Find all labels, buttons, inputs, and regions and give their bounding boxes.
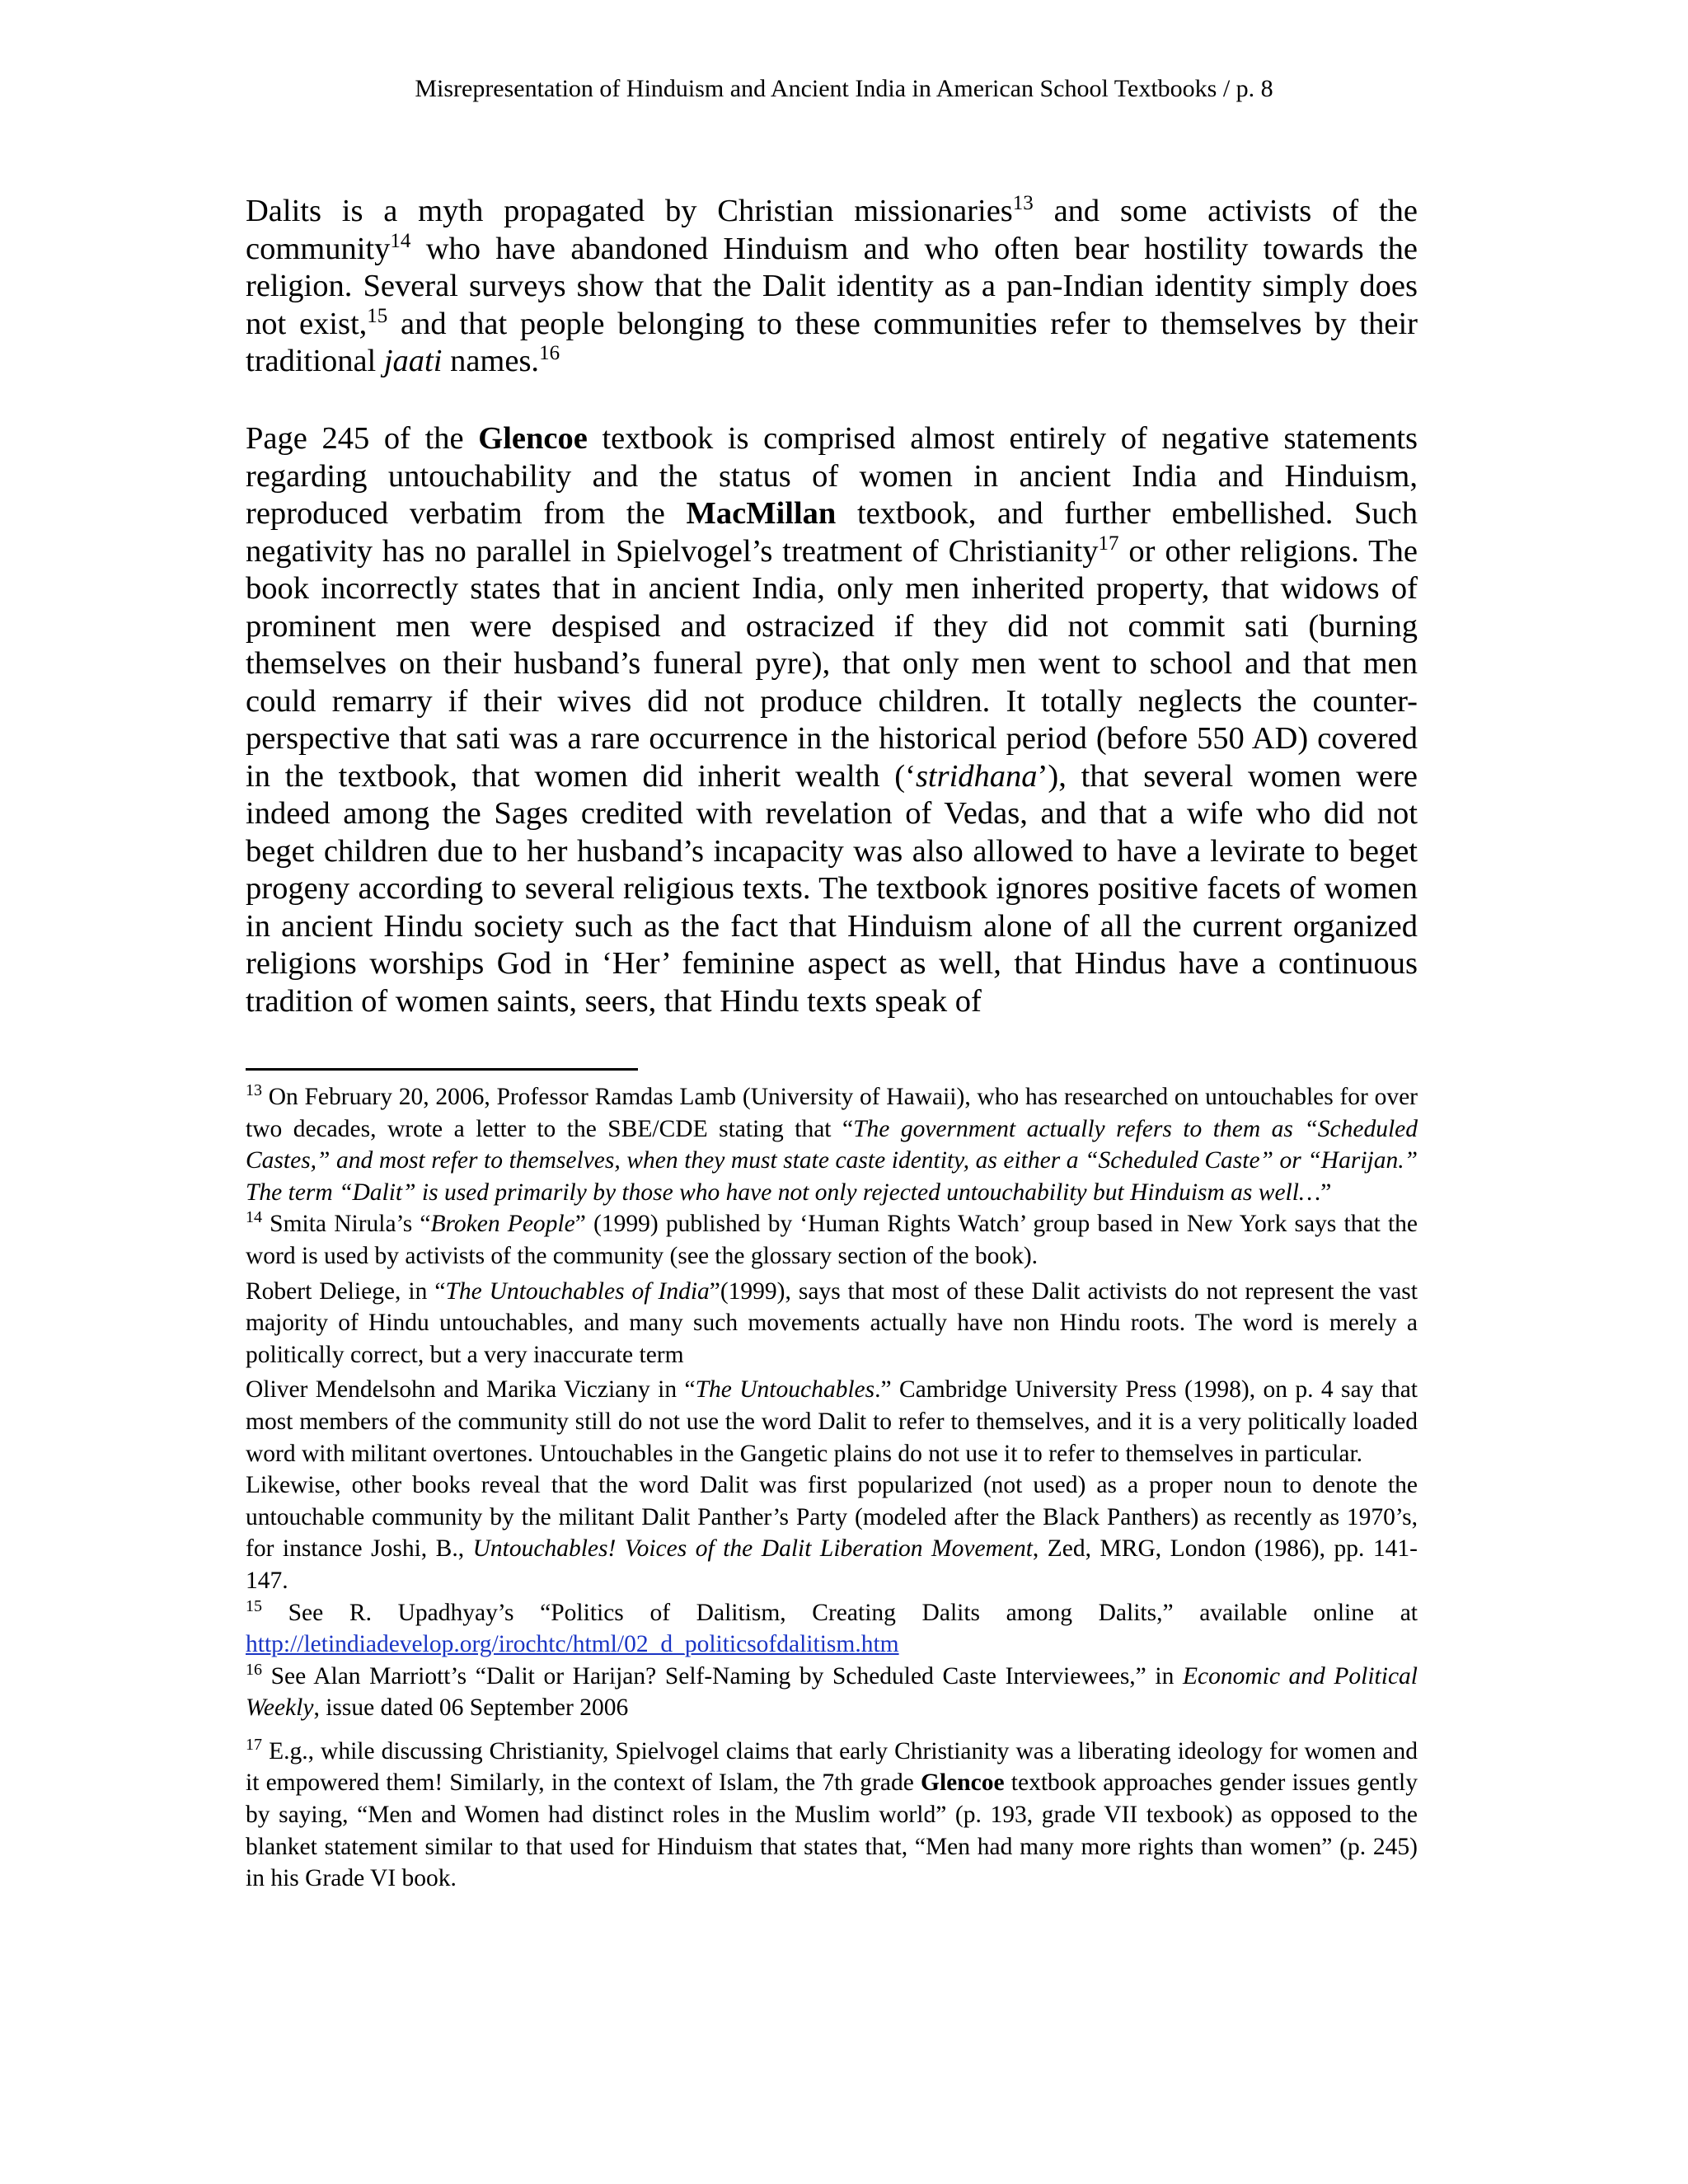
footnote-text: ” — [1320, 1179, 1332, 1206]
book-title: Untouchables! Voices of the Dalit Liberation Movement — [472, 1535, 1033, 1563]
running-header: Misrepresentation of Hinduism and Ancient India in American School Textbooks / p. 8 — [415, 75, 1273, 102]
text-run: who have abandoned Hinduism and who often bear hostility towards the religion. Several surveys show that the Dalit identity as a pan-Indian identity simply does not exist, — [246, 231, 1418, 341]
footnote-text: ” (1999) published by ‘Human Rights Watch’ group based in New York says that the word is used by activists of the community (see the glossary section of the book). — [246, 1211, 1418, 1269]
body-paragraph-2 — [246, 420, 1418, 1020]
footnotes-section — [246, 1081, 1418, 1895]
text-run: Page 245 of the — [246, 421, 479, 456]
footnote-ref-13[interactable]: 13 — [1012, 192, 1034, 214]
footnote-15 — [246, 1597, 1418, 1661]
footnote-separator — [246, 1068, 638, 1071]
bold-term-glencoe: Glencoe — [921, 1769, 1005, 1797]
text-run: textbook is comprised almost entirely of negative statements regarding untouchability and the status of women in ancient India and Hinduism, reproduced verbatim from the — [246, 421, 1418, 531]
book-title: The Untouchables of India — [445, 1277, 710, 1305]
footnote-text: E.g., while discussing Christianity, Spielvogel claims that early Christianity was a liberating ideology for women and it empowered them! Similarly, in the context of Islam, the 7th grade — [246, 1737, 1418, 1797]
text-run: and some activists of the community — [246, 194, 1418, 266]
footnote-text: Smita Nirula’s “ — [262, 1211, 431, 1238]
footnote-number: 13 — [246, 1081, 262, 1099]
footnote-text: Likewise, other books reveal that the word Dalit was first popularized (not used) as a proper noun to denote the untouchable community by the militant Dalit Panther’s Party (modeled after the Black Panthers) as recently as 1970’s, for instance Joshi, B., — [246, 1472, 1418, 1563]
book-title: Broken People — [430, 1211, 575, 1238]
journal-title: Economic and Political Weekly — [246, 1662, 1418, 1722]
footnote-text: Oliver Mendelsohn and Marika Vicziany in “ — [246, 1376, 696, 1404]
text-run: Dalits is a myth propagated by Christian missionaries — [246, 194, 1013, 228]
footnote-text: Robert Deliege, in “ — [246, 1277, 446, 1305]
footnote-number: 16 — [246, 1660, 262, 1679]
text-run: or other religions. The book incorrectly states that in ancient India, only men inherited property, that widows of prominent men were despised and ostracized if they did not commit sati (burning themselves on their husband’s funeral pyre), that only men went to school and that men could remarry if their wives did not produce children. It totally neglects the counter-perspective that sati was a rare occurrence in the historical period (before 550 AD) covered in the textbook, that women did inherit wealth (‘ — [246, 533, 1418, 794]
footnote-text: .” Cambridge University Press (1998), on p. 4 say that most members of the community still do not use the word Dalit to refer to themselves, and it is a very politically loaded word with militant overtones. Untouchables in the Gangetic plains do not use it to refer to themselves in particular. — [246, 1376, 1418, 1467]
footnote-14-likewise — [246, 1469, 1418, 1596]
italic-term-stridhana: stridhana — [915, 758, 1038, 794]
footnote-text: On February 20, 2006, Professor Ramdas Lamb (University of Hawaii), who has researched on untouchables for over two decades, wrote a letter to the SBE/CDE stating that “ — [246, 1084, 1418, 1142]
text-run: names. — [442, 344, 540, 378]
bold-term-macmillan: MacMillan — [686, 496, 837, 531]
footnote-ref-15[interactable]: 15 — [367, 304, 388, 327]
upadhyay-article-link[interactable]: http://letindiadevelop.org/irochtc/html/02_d_politicsofdalitism.htm — [246, 1631, 899, 1658]
footnote-quote: The government actually refers to them as “Scheduled Castes,” and most refer to themselves, when they must state caste identity, as either a “Scheduled Caste” or “Harijan.” The term “Dalit” is used primarily by those who have not only rejected untouchability but Hinduism as well… — [246, 1115, 1418, 1206]
footnote-number: 15 — [246, 1596, 262, 1615]
footnote-14-deliege — [246, 1276, 1418, 1371]
book-title: The Untouchables — [695, 1376, 875, 1404]
footnote-13 — [246, 1081, 1418, 1208]
footnote-14-mendelsohn — [246, 1374, 1418, 1469]
footnote-text: See Alan Marriott’s “Dalit or Harijan? Self-Naming by Scheduled Caste Interviewees,” in — [262, 1662, 1183, 1690]
footnote-17 — [246, 1736, 1418, 1895]
footnote-text: , Zed, MRG, London (1986), pp. 141-147. — [246, 1535, 1418, 1594]
footnote-text: textbook approaches gender issues gently by saying, “Men and Women had distinct roles in the Muslim world” (p. 193, grade VII texbook) as opposed to the blanket statement similar to that used for Hinduism that states that, “Men had many more rights than women” (p. 245) in his Grade VI book. — [246, 1769, 1418, 1892]
footnote-16 — [246, 1661, 1418, 1724]
text-run: and that people belonging to these communities refer to themselves by their traditional — [246, 306, 1418, 378]
footnote-14 — [246, 1208, 1418, 1272]
footnote-number: 17 — [246, 1735, 262, 1754]
footnote-text: See R. Upadhyay’s “Politics of Dalitism, Creating Dalits among Dalits,” available online at — [262, 1599, 1418, 1626]
footnote-ref-14[interactable]: 14 — [390, 229, 411, 252]
footnote-number: 14 — [246, 1208, 262, 1227]
footnote-ref-17[interactable]: 17 — [1098, 532, 1119, 555]
footnote-ref-16[interactable]: 16 — [539, 342, 560, 364]
body-paragraph-1 — [246, 193, 1418, 381]
bold-term-glencoe: Glencoe — [478, 421, 588, 456]
footnote-text: ”(1999), says that most of these Dalit activists do not represent the vast majority of Hindu untouchables, and many such movements actually have non Hindu roots. The word is merely a politically correct, but a very inaccurate term — [246, 1277, 1418, 1368]
text-run: ’), that several women were indeed among the Sages credited with revelation of Vedas, and that a wife who did not beget children due to her husband’s incapacity was also allowed to have a levirate to beget progeny according to several religious texts. The textbook ignores positive facets of women in ancient Hindu society such as the fact that Hinduism alone of all the current organized religions worships God in ‘Her’ feminine aspect as well, that Hindus have a continuous tradition of women saints, seers, that Hindu texts speak of — [246, 758, 1418, 1019]
italic-term-jaati: jaati — [383, 344, 443, 378]
footnote-text: , issue dated 06 September 2006 — [313, 1694, 629, 1722]
text-run: textbook, and further embellished. Such negativity has no parallel in Spielvogel’s treatment of Christianity — [246, 496, 1418, 569]
